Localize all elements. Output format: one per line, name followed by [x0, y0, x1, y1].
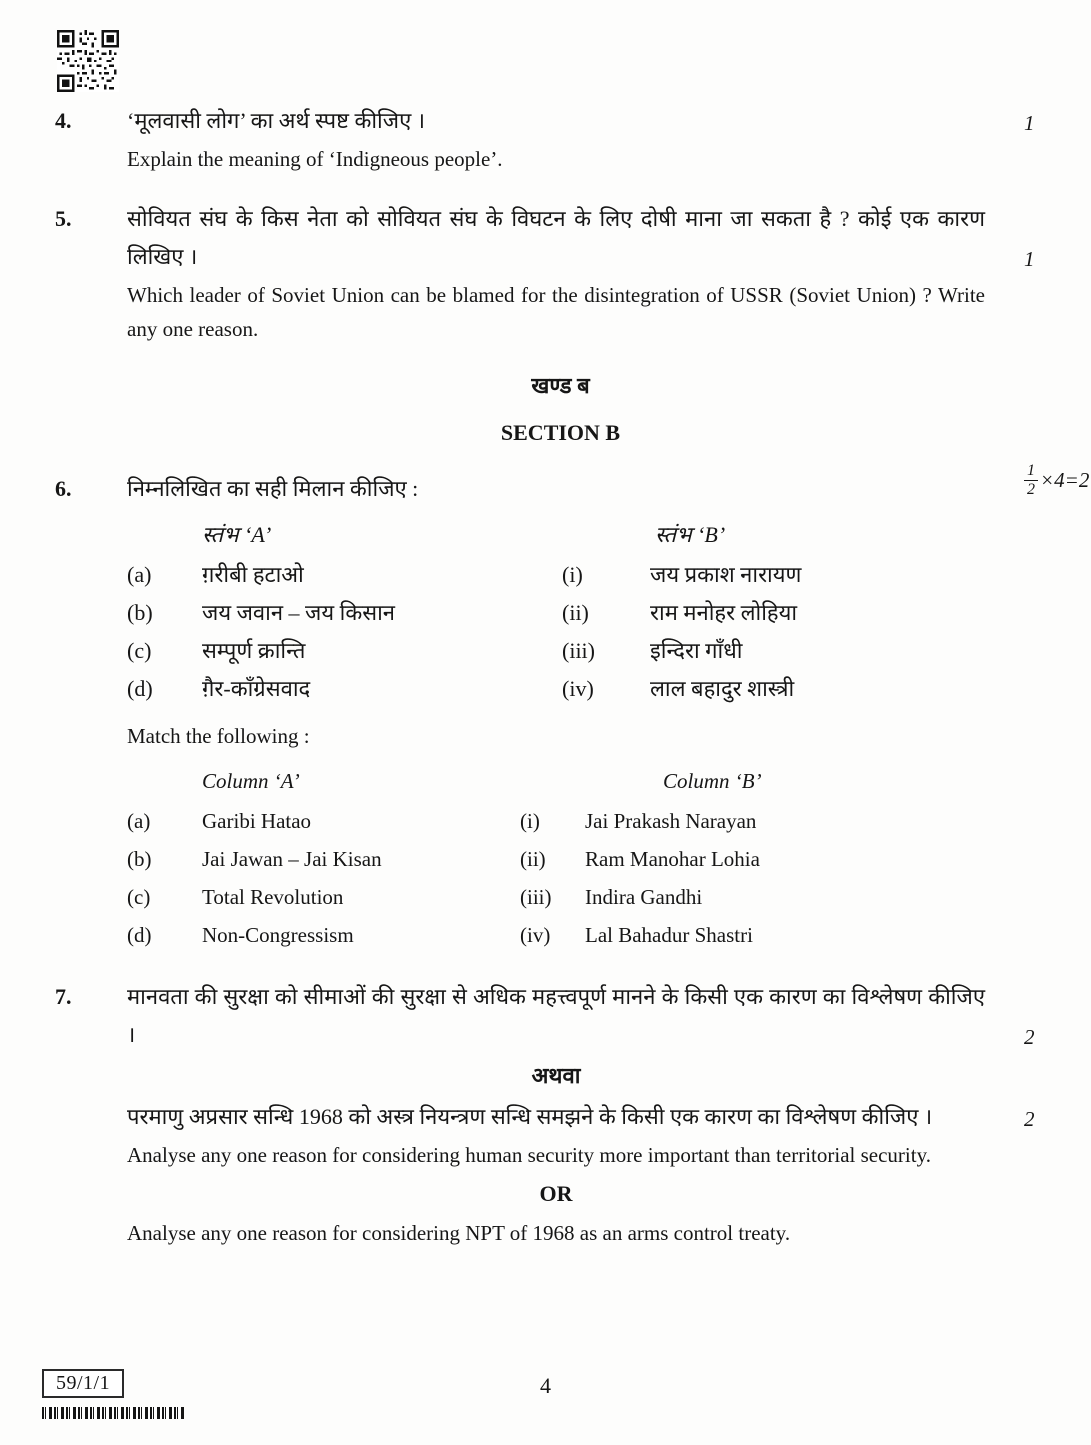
- question-text-english: Which leader of Soviet Union can be blamed for the disintegration of USSR (Soviet Union) ? Write any one reason.: [127, 283, 985, 341]
- marks-suffix: ×4=2: [1040, 468, 1090, 493]
- match-intro-english: Match the following :: [127, 724, 310, 748]
- marks-value: 1: [1024, 111, 1035, 135]
- question-text-english: Analyse any one reason for considering human security more important than territorial security.: [127, 1143, 931, 1167]
- question-text-hindi-alt: परमाणु अप्रसार सन्धि 1968 को अस्त्र नियन्त्रण सन्धि समझने के किसी एक कारण का विश्लेषण कीजिए ।: [127, 1104, 933, 1129]
- section-heading: [55, 370, 1066, 446]
- question-7: [55, 978, 1066, 1250]
- item-b: जय प्रकाश नारायण: [650, 562, 802, 587]
- section-heading-hindi: खण्ड ब: [531, 373, 590, 398]
- item-a: जय जवान – जय किसान: [202, 600, 396, 625]
- item-b: लाल बहादुर शास्त्री: [650, 676, 795, 701]
- match-row: [127, 916, 985, 954]
- match-row: [127, 556, 985, 594]
- match-row: [127, 840, 985, 878]
- item-label-a: (b): [127, 847, 152, 871]
- item-label-b: (iii): [562, 638, 595, 663]
- section-heading-english: SECTION B: [500, 420, 621, 445]
- item-label-a: (d): [127, 923, 152, 947]
- item-b: Jai Prakash Narayan: [585, 809, 757, 833]
- item-a: ग़रीबी हटाओ: [202, 562, 304, 587]
- item-b: इन्दिरा गाँधी: [650, 638, 743, 663]
- question-5: [55, 200, 1066, 346]
- item-label-b: (iii): [520, 885, 552, 909]
- item-label-a: (c): [127, 885, 151, 909]
- or-heading-english: OR: [539, 1181, 573, 1206]
- qr-code: [57, 30, 119, 92]
- item-label-b: (iv): [562, 676, 594, 701]
- item-label-a: (d): [127, 676, 153, 701]
- item-a: ग़ैर-काँग्रेसवाद: [202, 676, 311, 701]
- barcode: [42, 1407, 184, 1419]
- match-row: [127, 878, 985, 916]
- marks-value: 1: [1024, 247, 1035, 271]
- question-text-hindi: सोवियत संघ के किस नेता को सोवियत संघ के विघटन के लिए दोषी माना जा सकता है ? कोई एक कारण लिखिए ।: [127, 206, 985, 269]
- item-label-a: (a): [127, 562, 152, 587]
- item-a: सम्पूर्ण क्रान्ति: [202, 638, 306, 663]
- question-number: 7.: [55, 984, 72, 1009]
- item-label-b: (ii): [562, 600, 589, 625]
- item-label-b: (i): [562, 562, 583, 587]
- question-number: 4.: [55, 108, 72, 133]
- question-text-english-alt: Analyse any one reason for considering NPT of 1968 as an arms control treaty.: [127, 1221, 791, 1245]
- fraction-numerator: 1: [1024, 462, 1038, 481]
- match-header-row: [127, 762, 985, 800]
- marks-fraction: [1024, 462, 1038, 500]
- column-a-header: Column ‘A’: [202, 769, 300, 793]
- item-a: Jai Jawan – Jai Kisan: [202, 847, 382, 871]
- question-text-hindi: ‘मूलवासी लोग’ का अर्थ स्पष्ट कीजिए ।: [127, 108, 426, 133]
- match-row: [127, 594, 985, 632]
- item-label-b: (ii): [520, 847, 546, 871]
- marks-value: 2: [1024, 1107, 1035, 1131]
- match-header-row: [127, 516, 985, 554]
- match-table-hindi: [127, 516, 985, 708]
- item-label-a: (a): [127, 809, 151, 833]
- question-4: [55, 102, 1066, 176]
- marks-value: 2: [1024, 1025, 1035, 1049]
- question-number: 5.: [55, 206, 72, 231]
- qr-code-icon: [57, 30, 119, 92]
- paper-code: 59/1/1: [42, 1369, 124, 1398]
- item-label-a: (b): [127, 600, 153, 625]
- item-b: Lal Bahadur Shastri: [585, 923, 753, 947]
- column-b-header: Column ‘B’: [663, 769, 762, 793]
- column-a-header: स्तंभ ‘A’: [202, 522, 272, 547]
- marks-value: [1024, 462, 1089, 500]
- page-footer: [0, 1367, 1091, 1429]
- question-number: 6.: [55, 476, 72, 501]
- match-row: [127, 670, 985, 708]
- question-text-hindi: निम्नलिखित का सही मिलान कीजिए :: [127, 476, 419, 501]
- match-row: [127, 632, 985, 670]
- item-label-b: (iv): [520, 923, 551, 947]
- item-a: Non-Congressism: [202, 923, 354, 947]
- column-b-header: स्तंभ ‘B’: [655, 522, 726, 547]
- question-text-hindi: मानवता की सुरक्षा को सीमाओं की सुरक्षा से अधिक महत्त्वपूर्ण मानने के किसी एक कारण का विश्लेषण कीजिए ।: [127, 984, 985, 1047]
- item-label-b: (i): [520, 809, 540, 833]
- question-text-english: Explain the meaning of ‘Indigneous people’.: [127, 147, 503, 171]
- item-label-a: (c): [127, 638, 152, 663]
- item-b: Ram Manohar Lohia: [585, 847, 760, 871]
- question-6: [55, 462, 1090, 954]
- item-b: राम मनोहर लोहिया: [650, 600, 798, 625]
- match-row: [127, 802, 985, 840]
- fraction-denominator: 2: [1027, 481, 1035, 499]
- page-number: 4: [540, 1373, 551, 1398]
- item-a: Total Revolution: [202, 885, 344, 909]
- match-table-english: [127, 762, 985, 954]
- item-b: Indira Gandhi: [585, 885, 703, 909]
- item-a: Garibi Hatao: [202, 809, 312, 833]
- or-heading-hindi: अथवा: [531, 1063, 581, 1088]
